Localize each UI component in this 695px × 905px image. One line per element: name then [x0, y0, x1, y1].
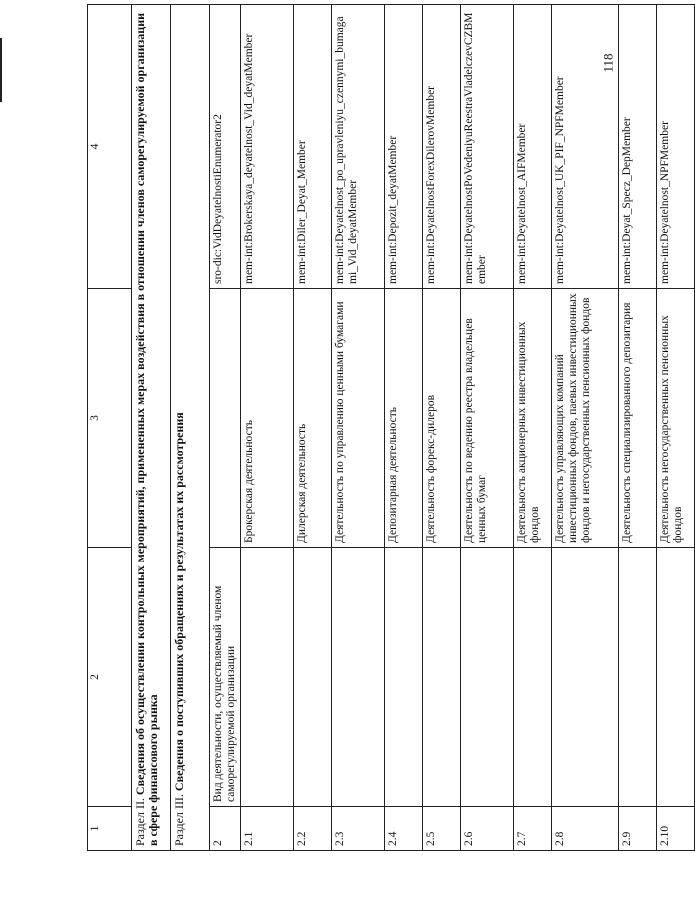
row-description: Деятельность форекс-дилеров	[422, 289, 460, 548]
row-label	[551, 548, 618, 807]
data-table	[87, 4, 695, 851]
table-row	[513, 5, 551, 851]
row-code: mem-int:Deyatelnost_NPFMember	[656, 5, 694, 289]
row-label	[293, 548, 331, 807]
row-description: Деятельность негосударственных пенсионных фондов	[656, 289, 694, 548]
table-header-row	[210, 5, 241, 851]
row-code: mem-int:Deyat_Specz_DepMember	[618, 5, 656, 289]
row-label	[240, 548, 293, 807]
section-3-row	[171, 5, 210, 851]
column-number: 2	[88, 548, 132, 807]
row-label	[384, 548, 422, 807]
row-label	[460, 548, 513, 807]
table-row	[384, 5, 422, 851]
row-code: mem-int:Deyatelnost_AIFMember	[513, 5, 551, 289]
row-number: 2.3	[331, 807, 384, 851]
section-2-prefix: Раздел II.	[133, 798, 147, 846]
row-label	[618, 548, 656, 807]
column-number: 3	[88, 289, 132, 548]
row-number: 2.7	[513, 807, 551, 851]
row-label	[513, 548, 551, 807]
column-number-row	[88, 5, 132, 851]
row-code: mem-int:DeyatelnostPoVedeniyuReestraVladelczevCZBMember	[460, 5, 513, 289]
margin-rule	[0, 38, 2, 102]
section-2-title: Сведения об осуществлении контрольных мероприятий, примененных мерах воздействия в отношении членов саморегулируемой организации в сфере финансового рынка	[133, 12, 161, 846]
table-row	[656, 5, 694, 851]
section-3-title: Сведения о поступивших обращениях и результатах их рассмотрения	[172, 412, 186, 792]
row-description: Деятельность по управлению ценными бумагами	[331, 289, 384, 548]
row-label	[422, 548, 460, 807]
table-row	[240, 5, 293, 851]
row-description: Депозитарная деятельность	[384, 289, 422, 548]
column-number: 4	[88, 5, 132, 289]
table-row	[293, 5, 331, 851]
row-code: mem-int:Deyatelnost_UK_PIF_NPFMember	[551, 5, 618, 289]
row-description: Дилерская деятельность	[293, 289, 331, 548]
table-row	[460, 5, 513, 851]
row-description: Деятельность акционерных инвестиционных фондов	[513, 289, 551, 548]
row-code: mem-int:Brokerskaya_deyatelnost_Vid_deyatMember	[240, 5, 293, 289]
section-3-cell	[171, 5, 210, 851]
table-row	[618, 5, 656, 851]
row-description	[210, 289, 241, 548]
row-number: 2.6	[460, 807, 513, 851]
row-code: mem-int:Deyatelnost_po_upravleniyu_czennymi_bumagami_Vid_deyatMember	[331, 5, 384, 289]
table-row	[422, 5, 460, 851]
row-description: Деятельность по ведению реестра владельцев ценных бумаг	[460, 289, 513, 548]
section-2-row	[132, 5, 171, 851]
row-number: 2.4	[384, 807, 422, 851]
section-2-cell	[132, 5, 171, 851]
row-code: mem-int:Depozit_deyatMember	[384, 5, 422, 289]
row-number: 2.2	[293, 807, 331, 851]
table-row	[551, 5, 618, 851]
row-number: 2.8	[551, 807, 618, 851]
column-number: 1	[88, 807, 132, 851]
row-number: 2.9	[618, 807, 656, 851]
row-description: Деятельность управляющих компаний инвестиционных фондов, паевых инвестиционных фондов и негосударственных пенсионных фондов	[551, 289, 618, 548]
row-code: mem-int:Diler_Deyat_Member	[293, 5, 331, 289]
table-row	[331, 5, 384, 851]
row-number: 2.1	[240, 807, 293, 851]
row-code: mem-int:DeyatelnostForexDilerovMember	[422, 5, 460, 289]
row-description: Деятельность специализированного депозитария	[618, 289, 656, 548]
row-number: 2.5	[422, 807, 460, 851]
section-3-prefix: Раздел III.	[172, 794, 186, 846]
row-label	[656, 548, 694, 807]
row-number: 2	[210, 807, 241, 851]
row-label: Вид деятельности, осуществляемый членом саморегулируемой организации	[210, 548, 241, 807]
row-description: Брокерская деятельность	[240, 289, 293, 548]
row-label	[331, 548, 384, 807]
row-number: 2.10	[656, 807, 694, 851]
page-number: 118	[600, 53, 616, 73]
row-code: sro-dic:VidDeyatelnostiEnumerator2	[210, 5, 241, 289]
